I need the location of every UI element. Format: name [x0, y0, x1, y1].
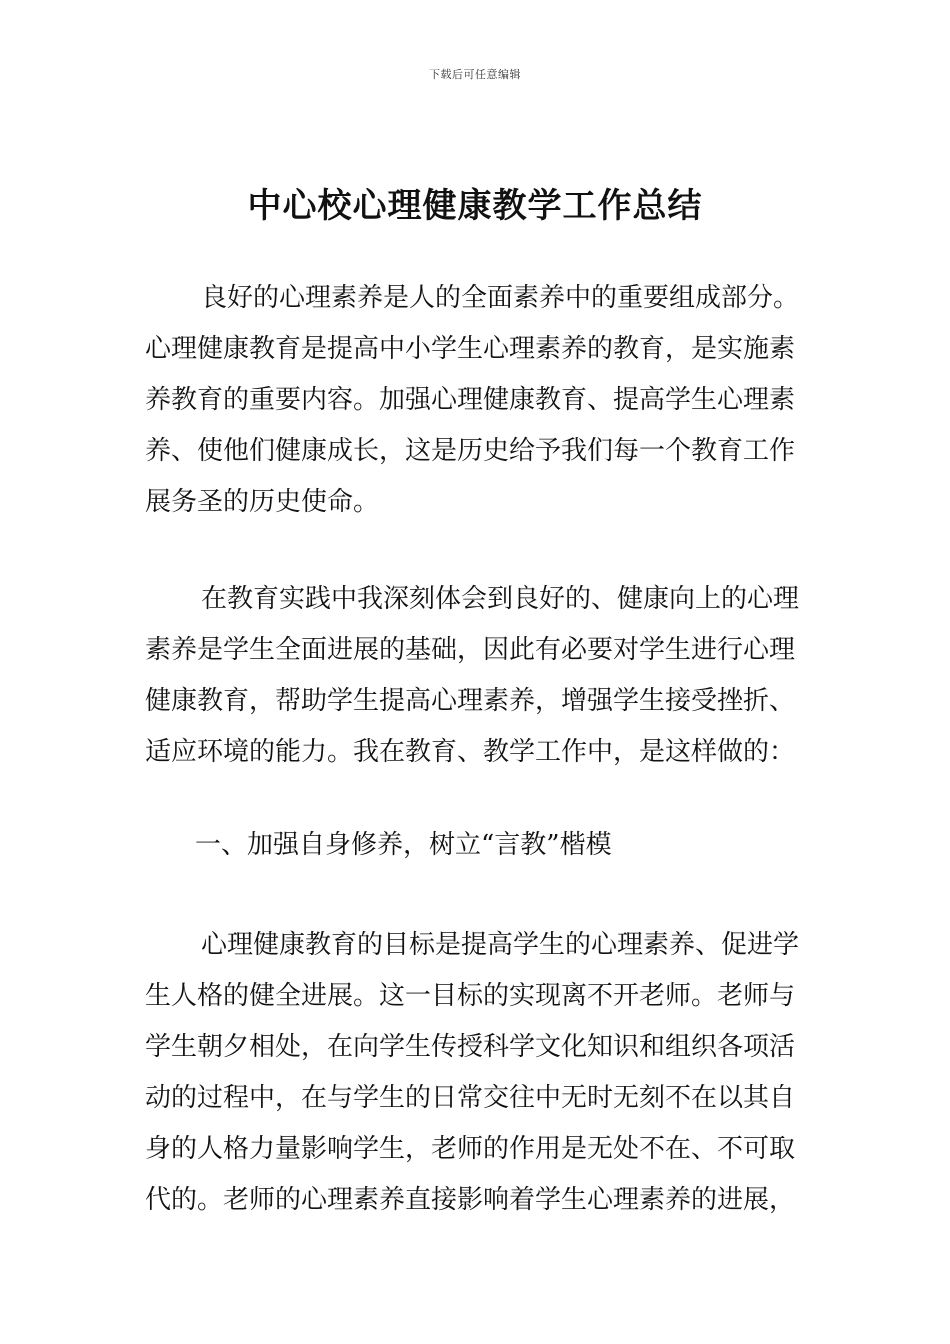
header-note: 下载后可任意编辑 [429, 68, 521, 81]
paragraph-line: 心理健康教育的目标是提高学生的心理素养、促进学 [201, 930, 800, 960]
paragraph-line: 生人格的健全进展。这一目标的实现离不开老师。老师与 [145, 981, 796, 1011]
paragraph-line: 良好的心理素养是人的全面素养中的重要组成部分。 [201, 283, 800, 313]
paragraph-line: 身的人格力量影响学生，老师的作用是无处不在、不可取 [145, 1134, 796, 1164]
paragraph-line: 健康教育，帮助学生提高心理素养，增强学生接受挫折、 [145, 686, 796, 716]
paragraph-line: 素养是学生全面进展的基础，因此有必要对学生进行心理 [145, 635, 796, 665]
paragraph-line: 养教育的重要内容。加强心理健康教育、提高学生心理素 [145, 385, 796, 415]
paragraph-line: 心理健康教育是提高中小学生心理素养的教育，是实施素 [145, 334, 796, 364]
paragraph-line: 学生朝夕相处，在向学生传授科学文化知识和组织各项活 [145, 1032, 796, 1062]
paragraph-line: 代的。老师的心理素养直接影响着学生心理素养的进展， [145, 1185, 796, 1215]
paragraph-line: 适应环境的能力。我在教育、教学工作中，是这样做的： [145, 737, 796, 767]
document-title: 中心校心理健康教学工作总结 [247, 186, 703, 226]
paragraph-line: 在教育实践中我深刻体会到良好的、健康向上的心理 [201, 584, 800, 614]
paragraph-line: 动的过程中，在与学生的日常交往中无时无刻不在以其自 [145, 1083, 796, 1113]
paragraph-goal [145, 920, 810, 1226]
paragraph-line: 展务圣的历史使命。 [145, 487, 380, 517]
section-heading [145, 820, 810, 871]
section-heading-text: 一、加强自身修养，树立“言教”楷模 [195, 830, 612, 860]
paragraph-line: 养、使他们健康成长，这是历史给予我们每一个教育工作 [145, 436, 796, 466]
paragraph-practice [145, 574, 810, 778]
paragraph-intro [145, 273, 810, 528]
